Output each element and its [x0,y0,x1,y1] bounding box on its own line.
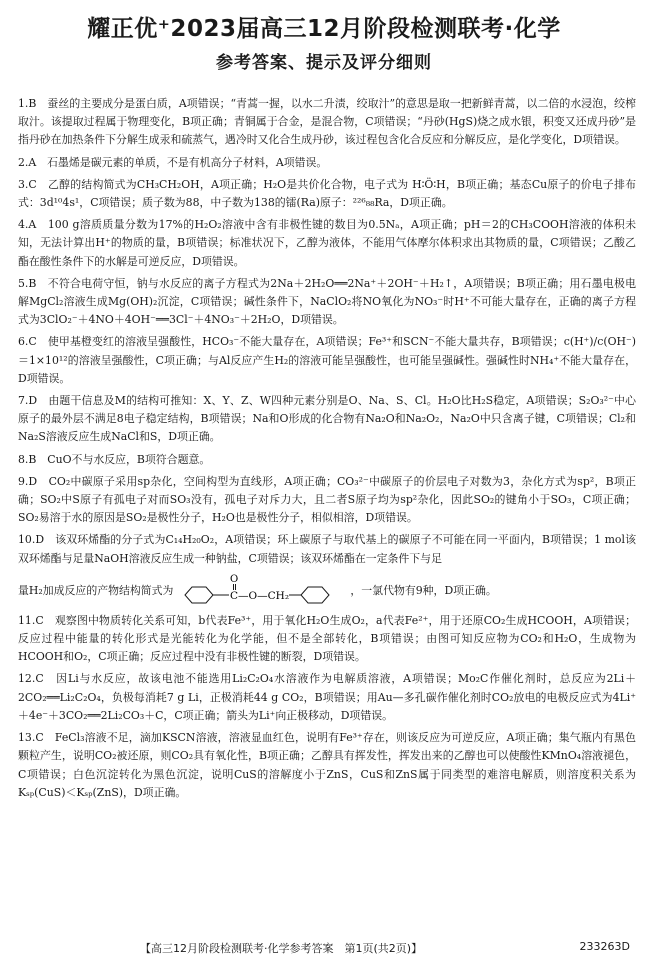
answer-item-10-structure [18,574,636,608]
page-title: 耀正优⁺2023届高三12月阶段检测联考·化学 [87,16,561,42]
answer-item-8: 8.B CuO不与水反应，B项符合题意。 [18,452,211,466]
answer-item-9: 9.D CO₂中碳原子采用sp杂化，空间构型为直线形，A项正确；CO₃²⁻中碳原子的价层电子对数为3，杂化方式为sp²，B项正确；SO₂中S原子有孤电子对而SO₃没有，孤电子对斥力大，且二者S原子均为sp²杂化，因此SO₂的键角小于SO₃，C项正确；SO₂易溶于水的原因是SO₂是极性分子，H₂O也是极性分子，相似相溶，D项错误。 [18,474,636,525]
structure-prefix: 量H₂加成反应的产物结构简式为 [18,583,174,597]
answer-item-7: 7.D 由题干信息及M的结构可推知：X、Y、Z、W四种元素分别是O、Na、S、Cl。H₂O比H₂S稳定，A项错误；S₂O₃²⁻中心原子的最外层不满足8电子稳定结构，B项错误；Na和O形成的化合物有Na₂O和Na₂O₂，Na₂O中只含离子键，C项错误；Cl₂和Na₂S溶液反应生成NaCl和S，D项正确。 [18,394,636,444]
answer-item-11: 11.C 观察图中物质转化关系可知，b代表Fe³⁺，用于氧化H₂O生成O₂，a代表Fe²⁺，用于还原CO₂生成HCOOH，A项错误；反应过程中能量的转化形式是光能转化为化学能，但不是全部转化，B项错误；由图可知反应物为CO₂和H₂O，生成物为HCOOH和O₂，C项正确；反应过程中没有非极性键的断裂，D项错误。 [18,613,636,664]
answer-item-5: 5.B 不符合电荷守恒，钠与水反应的离子方程式为2Na＋2H₂O══2Na⁺＋2OH⁻＋H₂↑，A项错误；B项正确；用石墨电极电解MgCl₂溶液生成Mg(OH)₂沉淀，C项错误；碱性条件下，NaClO₂将NO氧化为NO₃⁻时H⁺不可能大量存在，正确的离子方程式为3ClO₂⁻＋4NO＋4OH⁻══3Cl⁻＋4NO₃⁻＋2H₂O，D项错误。 [18,276,636,327]
carbonyl-oxygen: O [229,573,239,585]
ester-structure-diagram [177,574,347,608]
ester-linkage: C—O—CH₂ [229,589,289,602]
footer-code: 233263D [579,940,630,953]
answer-item-12: 12.C 因Li与水反应，故该电池不能选用Li₂C₂O₄水溶液作为电解质溶液，A项错误；Mo₂C作催化剂时，总反应为2Li＋2CO₂══Li₂C₂O₄，负极每消耗7 g Li，正极消耗44 g CO₂，B项错误；用Au—多孔碳作催化剂时CO₂放电的电极反应式为4Li⁺＋4e⁻＋3CO₂══2Li₂CO₃＋C，C项正确；箭头为Li⁺向正极移动，D项错误。 [18,672,636,722]
structure-suffix: ，一氯代物有9种，D项正确。 [350,583,497,597]
answer-item-1: 1.B 蚕丝的主要成分是蛋白质，A项错误；“青蒿一握，以水二升渍，绞取汁”的意思是取一把新鲜青蒿，以二倍的水浸泡，绞榨取汁。该提取过程属于物理变化，B项正确；青铜属于合金，是混合物，C项错误；“丹砂(HgS)烧之成水银，积变又还成丹砂”是指丹砂在加热条件下分解生成汞和硫蒸气，遇冷时又化合生成丹砂，该过程包含化合反应和分解反应，是化学变化，D项错误。 [18,97,636,147]
footer-page-info: 【高三12月阶段检测联考·化学参考答案 第1页(共2页)】 [140,942,423,955]
page-subtitle: 参考答案、提示及评分细则 [216,53,432,73]
answer-item-10: 10.D 该双环烯酯的分子式为C₁₄H₂₀O₂，A项错误；环上碳原子与取代基上的碳原子不可能在同一平面内，B项错误；1 mol该双环烯酯与足量NaOH溶液反应生成一种钠盐，C项错误；该双环烯酯在一定条件下与足 [18,533,636,565]
answer-item-4: 4.A 100 g溶质质量分数为17%的H₂O₂溶液中含有非极性键的数目为0.5Nₐ，A项正确；pH＝2的CH₃COOH溶液的体积未知，无法计算出H⁺的物质的量，B项错误；标准状况下，乙醇为液体，不能用气体摩尔体积求出其物质的量，C项错误；乙酸乙酯在酸性条件下的水解是可逆反应，D项错误。 [18,218,636,268]
answer-item-3: 3.C 乙醇的结构简式为CH₃CH₂OH，A项正确；H₂O是共价化合物，电子式为 H∶Ö∶H，B项正确；基态Cu原子的价电子排布式：3d¹⁰4s¹，C项错误；质子数为88，中子数为138的镭(Ra)原子：²²⁶₈₈Ra，D项正确。 [18,177,636,210]
answer-list [18,95,636,806]
answer-item-6: 6.C 使甲基橙变红的溶液呈强酸性，HCO₃⁻不能大量存在，A项错误；Fe³⁺和SCN⁻不能大量共存，B项错误；c(H⁺)/c(OH⁻)＝1×10¹²的溶液呈强酸性，C项正确；与Al反应产生H₂的溶液可能呈强酸性，也可能呈强碱性。强碱性时NH₄⁺不能大量存在，D项错误。 [18,335,636,385]
answer-item-2: 2.A 石墨烯是碳元素的单质，不是有机高分子材料，A项错误。 [18,155,328,169]
answer-item-13: 13.C FeCl₃溶液不足，滴加KSCN溶液，溶液显血红色，说明有Fe³⁺存在，则该反应为可逆反应，A项正确；集气瓶内有黑色颗粒产生，说明CO₂被还原，则CO₂具有氧化性，B项正确；乙醇具有挥发性，挥发出来的乙醇也可以使酸性KMnO₄溶液褪色，C项错误；白色沉淀转化为黑色沉淀，说明CuS的溶解度小于ZnS，CuS和ZnS属于同类型的难溶电解质，则溶度积关系为Kₛₚ(CuS)＜Kₛₚ(ZnS)，D项正确。 [18,731,636,799]
